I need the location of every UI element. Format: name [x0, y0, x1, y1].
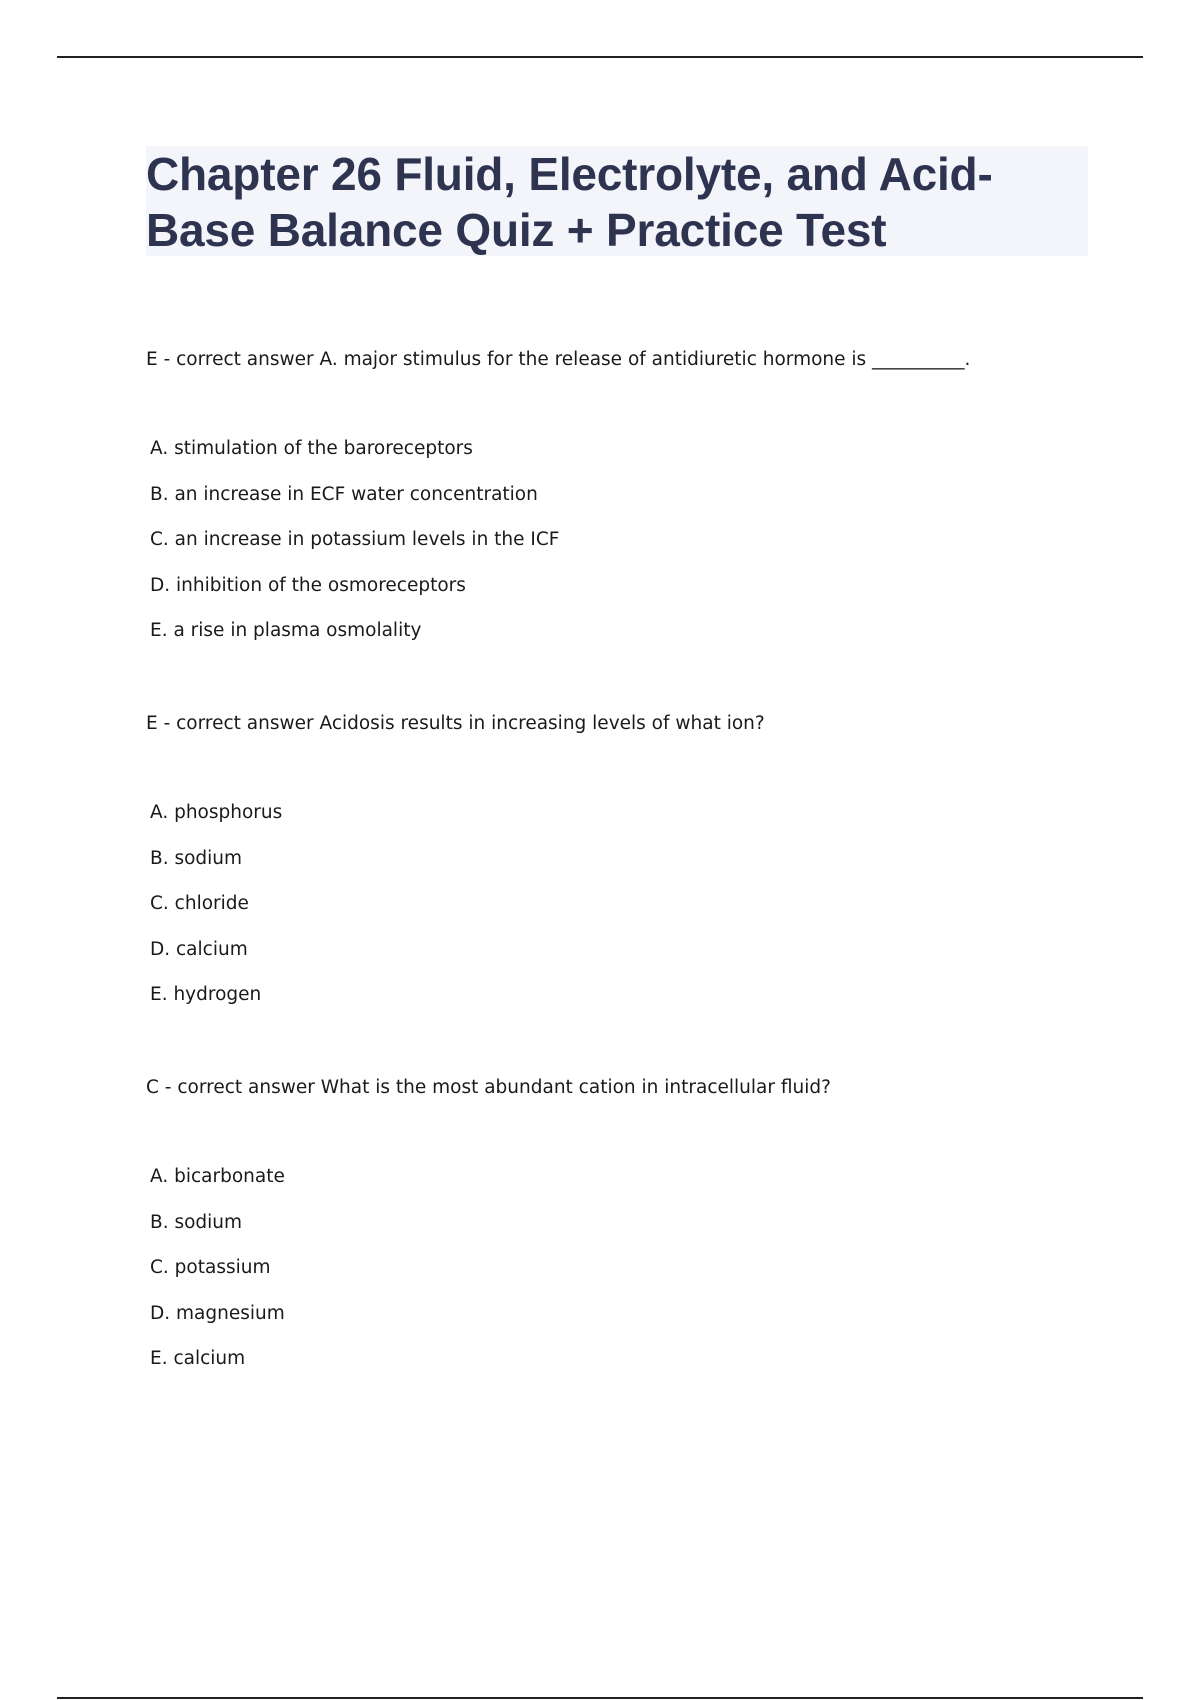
option-item: A. bicarbonate [150, 1166, 285, 1187]
option-item: E. calcium [150, 1348, 246, 1369]
option-list [150, 1162, 1106, 1374]
option-item: D. magnesium [150, 1302, 285, 1324]
option-item: D. inhibition of the osmoreceptors [150, 574, 466, 596]
top-rule [57, 56, 1143, 58]
option-item: B. an increase in ECF water concentration [150, 483, 538, 505]
option-item: B. sodium [150, 1211, 243, 1233]
option-item: D. calcium [150, 938, 248, 960]
option-item: C. an increase in potassium levels in the ICF [150, 529, 560, 550]
option-item: B. sodium [150, 847, 243, 869]
option-item: E. hydrogen [150, 984, 262, 1005]
option-item: E. a rise in plasma osmolality [150, 620, 422, 641]
question-block [146, 344, 1106, 708]
option-list [150, 798, 1106, 1010]
option-item: A. phosphorus [150, 802, 283, 823]
option-list [150, 434, 1106, 646]
question-list [146, 344, 1106, 1436]
page-title: Chapter 26 Fluid, Electrolyte, and Acid-Base Balance Quiz + Practice Test [146, 148, 993, 256]
question-block [146, 708, 1106, 1072]
bottom-rule [57, 1697, 1143, 1699]
option-item: A. stimulation of the baroreceptors [150, 438, 473, 459]
question-text: E - correct answer A. major stimulus for the release of antidiuretic hormone is __________. [146, 349, 971, 370]
option-item: C. potassium [150, 1257, 271, 1278]
question-block [146, 1072, 1106, 1436]
question-text: C - correct answer What is the most abundant cation in intracellular fluid? [146, 1077, 831, 1098]
question-text: E - correct answer Acidosis results in increasing levels of what ion? [146, 713, 765, 734]
option-item: C. chloride [150, 893, 249, 914]
